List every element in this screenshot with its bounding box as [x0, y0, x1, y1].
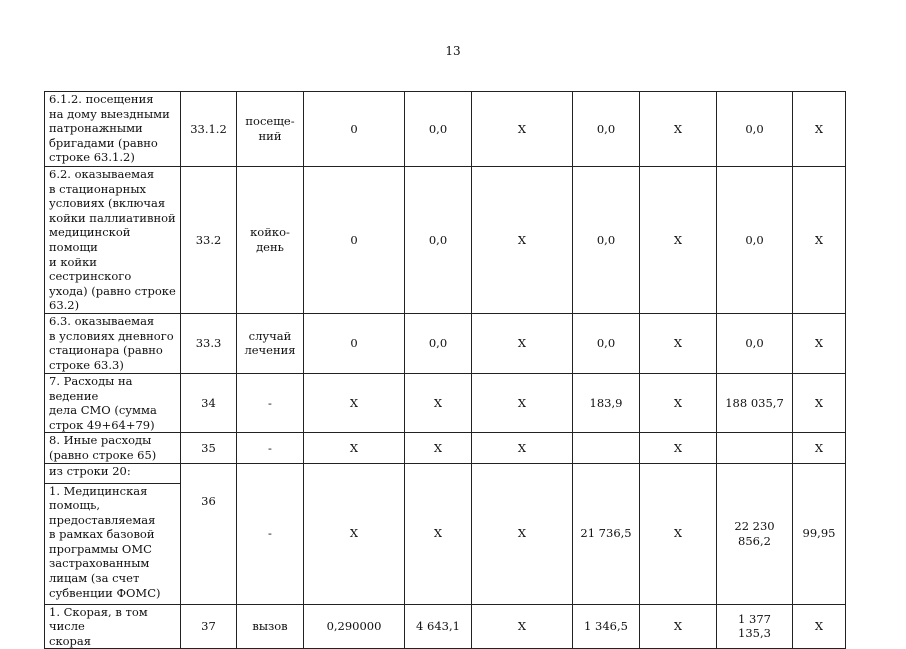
- row-unit: случай лечения: [237, 313, 304, 373]
- cell-c7: 0,0: [573, 92, 640, 167]
- row-code: 33.3: [181, 313, 237, 373]
- table-row: [45, 433, 846, 463]
- cell-c9: 22 230 856,2: [717, 463, 793, 604]
- cell-c4: 0: [304, 313, 405, 373]
- cell-c10: X: [793, 92, 846, 167]
- cell-c8: X: [640, 313, 717, 373]
- cell-c6: X: [472, 313, 573, 373]
- cell-c9: 1 377 135,3: [717, 604, 793, 649]
- cell-c9: 188 035,7: [717, 373, 793, 432]
- row-name: 6.2. оказываемая в стационарных условиях (включая койки паллиативной медицинской помощи и койки сестринского ухода) (равно строке 63.2): [45, 167, 181, 314]
- cell-c4: X: [304, 433, 405, 463]
- row-name: из строки 20:: [45, 463, 181, 483]
- cell-c4: 0,290000: [304, 604, 405, 649]
- cell-c7: 0,0: [573, 313, 640, 373]
- cell-c6: X: [472, 373, 573, 432]
- row-code: 36: [181, 463, 237, 604]
- cell-c8: X: [640, 433, 717, 463]
- row-unit: вызов: [237, 604, 304, 649]
- row-name: 1. Медицинская помощь, предоставляемая в рамках базовой программы ОМС застрахованным лицам (за счет субвенции ФОМС): [45, 483, 181, 604]
- cell-c8: X: [640, 604, 717, 649]
- cell-c10: X: [793, 373, 846, 432]
- row-unit: -: [237, 373, 304, 432]
- cell-c5: 0,0: [405, 92, 472, 167]
- row-name: 8. Иные расходы (равно строке 65): [45, 433, 181, 463]
- cell-c8: X: [640, 373, 717, 432]
- cell-c5: 0,0: [405, 167, 472, 314]
- cell-c6: X: [472, 463, 573, 604]
- cell-c10: X: [793, 167, 846, 314]
- row-unit: -: [237, 463, 304, 604]
- cell-c7: 21 736,5: [573, 463, 640, 604]
- cell-c5: X: [405, 463, 472, 604]
- cell-c6: X: [472, 92, 573, 167]
- cell-c7: [573, 433, 640, 463]
- cell-c8: X: [640, 463, 717, 604]
- cell-c5: 0,0: [405, 313, 472, 373]
- cell-c4: X: [304, 373, 405, 432]
- row-unit: койко- день: [237, 167, 304, 314]
- page-number: 13: [445, 44, 461, 58]
- cell-c7: 1 346,5: [573, 604, 640, 649]
- row-code: 34: [181, 373, 237, 432]
- cell-c9: 0,0: [717, 167, 793, 314]
- cell-c10: 99,95: [793, 463, 846, 604]
- table-row: [45, 463, 846, 483]
- cell-c5: X: [405, 433, 472, 463]
- cell-c10: X: [793, 313, 846, 373]
- data-table: [44, 91, 846, 649]
- row-code: 37: [181, 604, 237, 649]
- cell-c10: X: [793, 433, 846, 463]
- row-name: 6.3. оказываемая в условиях дневного стационара (равно строке 63.3): [45, 313, 181, 373]
- cell-c9: 0,0: [717, 313, 793, 373]
- cell-c6: X: [472, 433, 573, 463]
- table-row: [45, 373, 846, 432]
- cell-c10: X: [793, 604, 846, 649]
- cell-c5: 4 643,1: [405, 604, 472, 649]
- table-row: [45, 167, 846, 314]
- cell-c4: 0: [304, 167, 405, 314]
- cell-c5: X: [405, 373, 472, 432]
- cell-c7: 183,9: [573, 373, 640, 432]
- cell-c9: 0,0: [717, 92, 793, 167]
- row-name: 6.1.2. посещения на дому выездными патронажными бригадами (равно строке 63.1.2): [45, 92, 181, 167]
- row-unit: -: [237, 433, 304, 463]
- cell-c4: X: [304, 463, 405, 604]
- cell-c6: X: [472, 167, 573, 314]
- cell-c4: 0: [304, 92, 405, 167]
- row-code: 35: [181, 433, 237, 463]
- cell-c7: 0,0: [573, 167, 640, 314]
- row-name: 1. Скорая, в том числе скорая: [45, 604, 181, 649]
- table-row: [45, 313, 846, 373]
- cell-c8: X: [640, 167, 717, 314]
- cell-c9: [717, 433, 793, 463]
- cell-c6: X: [472, 604, 573, 649]
- table-row: [45, 604, 846, 649]
- cell-c8: X: [640, 92, 717, 167]
- row-unit: посеще- ний: [237, 92, 304, 167]
- row-code: 33.1.2: [181, 92, 237, 167]
- row-name: 7. Расходы на ведение дела СМО (сумма строк 49+64+79): [45, 373, 181, 432]
- row-code: 33.2: [181, 167, 237, 314]
- table-row: [45, 92, 846, 167]
